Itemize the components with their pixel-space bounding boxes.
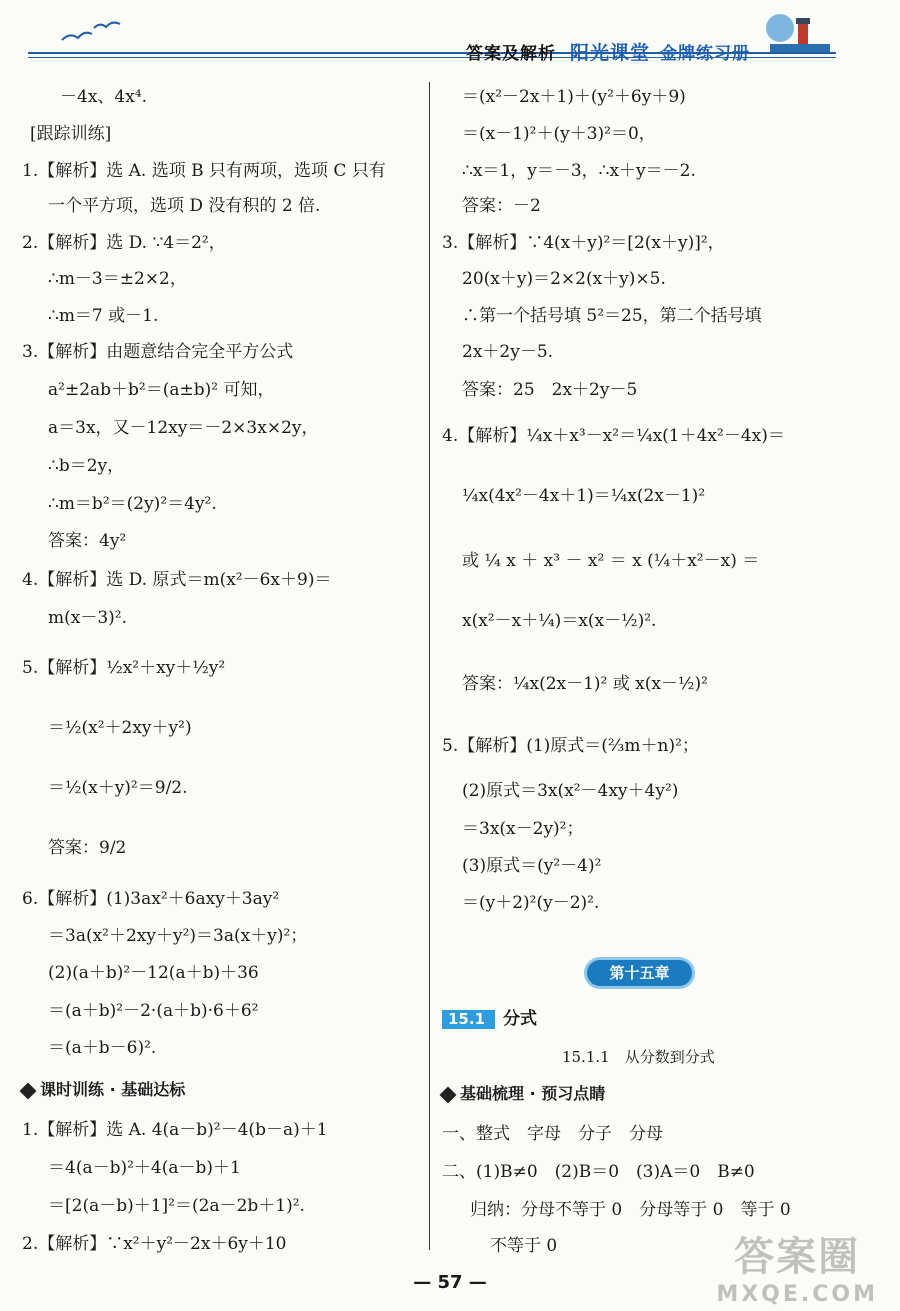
text-line: 5.【解析】(1)原式＝(⅔m＋n)²；: [442, 736, 699, 756]
text-line: 3.【解析】∵4(x＋y)²＝[2(x＋y)]²，: [442, 233, 725, 253]
brand-name: 阳光课堂: [569, 42, 650, 64]
column-divider: [429, 82, 430, 1250]
text-line: ∴m＝7 或－1.: [48, 306, 159, 326]
text-line: a＝3x，又－12xy＝－2×3x×2y，: [48, 418, 319, 438]
text-line: 3.【解析】由题意结合完全平方公式: [22, 342, 294, 362]
text-line: ＝(y＋2)²(y－2)².: [462, 893, 600, 913]
text-line: ＝3x(x－2y)²；: [462, 819, 584, 839]
text-line: (3)原式＝(y²－4)²: [462, 856, 602, 876]
watermark-url: MXQE.COM: [716, 1282, 878, 1307]
brand-subtitle: 金牌练习册: [660, 44, 750, 64]
text-line: ∴x＝1，y＝－3，∴x＋y＝－2.: [462, 161, 696, 181]
text-line: ＝(a＋b)²－2·(a＋b)·6＋6²: [48, 1001, 259, 1021]
page-number: — 57 —: [413, 1272, 487, 1293]
answer-line: 答案：9/2: [48, 838, 127, 858]
answer-line: 答案：－2: [462, 196, 541, 216]
section-title: [442, 1010, 537, 1029]
text-line: ＝3a(x²＋2xy＋y²)＝3a(x＋y)²；: [48, 926, 308, 946]
subsection-heading-text: 基础梳理 · 预习点睛: [460, 1084, 606, 1103]
text-line: 1.【解析】选 A. 4(a－b)²－4(b－a)＋1: [22, 1120, 328, 1140]
subsection-title: 15.1.1 从分数到分式: [562, 1048, 715, 1066]
text-line: 一、整式 字母 分子 分母: [442, 1124, 663, 1144]
text-line: a²±2ab＋b²＝(a±b)² 可知，: [48, 380, 275, 400]
text-line: 2x＋2y－5.: [462, 342, 554, 362]
lighthouse-icon: [750, 8, 830, 56]
text-line: 1.【解析】选 A. 选项 B 只有两项，选项 C 只有: [22, 161, 386, 181]
answer-line: 答案：25 2x＋2y－5: [462, 380, 638, 400]
section-number-tag: 15.1: [442, 1010, 495, 1029]
text-line: 2.【解析】∵x²＋y²－2x＋6y＋10: [22, 1234, 287, 1254]
text-line: ∴m＝b²＝(2y)²＝4y².: [48, 494, 217, 514]
text-line: 6.【解析】(1)3ax²＋6axy＋3ay²: [22, 889, 280, 909]
text-line: 一个平方项，选项 D 没有积的 2 倍.: [48, 196, 321, 216]
birds-icon: [60, 18, 130, 48]
text-line: 4.【解析】选 D. 原式＝m(x²－6x＋9)＝: [22, 570, 332, 590]
text-line: ＝(x²－2x＋1)＋(y²＋6y＋9): [462, 87, 686, 107]
page-header: [0, 0, 900, 78]
subsection-heading: [22, 1082, 185, 1098]
text-line: ＝(a＋b－6)².: [48, 1038, 157, 1058]
answer-line: 答案：¼x(2x－1)² 或 x(x－½)²: [462, 674, 708, 694]
text-line: ∴第一个括号填 5²＝25，第二个括号填: [462, 306, 762, 326]
text-line: －4x、4x⁴.: [60, 87, 148, 107]
book-section-title: 答案及解析: [465, 44, 556, 64]
text-line: 4.【解析】¼x＋x³－x²＝¼x(1＋4x²－4x)＝: [442, 426, 785, 446]
text-line: ＝[2(a－b)＋1]²＝(2a－2b＋1)².: [48, 1196, 305, 1216]
text-line: (2)(a＋b)²－12(a＋b)＋36: [48, 963, 259, 983]
text-line: x(x²－x＋¼)＝x(x－½)².: [462, 611, 657, 631]
text-line: 20(x＋y)＝2×2(x＋y)×5.: [462, 269, 666, 289]
text-line: ∴m－3＝±2×2，: [48, 269, 187, 289]
text-line: ¼x(4x²－4x＋1)＝¼x(2x－1)²: [462, 486, 706, 506]
text-line: 2.【解析】选 D. ∵4＝2²，: [22, 233, 226, 253]
chapter-badge: 第十五章: [587, 960, 692, 986]
text-line: (2)原式＝3x(x²－4xy＋4y²): [462, 781, 679, 801]
text-line: ＝½(x＋y)²＝9/2.: [48, 778, 188, 798]
subsection-heading: [442, 1086, 605, 1102]
text-line: 归纳：分母不等于 0 分母等于 0 等于 0: [470, 1200, 791, 1220]
section-name: 分式: [503, 1009, 538, 1029]
watermark-text: 答案圈: [734, 1234, 861, 1280]
section-heading: [跟踪训练]: [30, 124, 112, 144]
header-title: [466, 38, 750, 65]
text-line: 不等于 0: [490, 1236, 558, 1256]
text-line: 或 ¼ x ＋ x³ － x² ＝ x (¼＋x²－x) ＝: [462, 551, 760, 571]
text-line: ＝4(a－b)²＋4(a－b)＋1: [48, 1158, 241, 1178]
text-line: ＝½(x²＋2xy＋y²): [48, 718, 192, 738]
text-line: ∴b＝2y，: [48, 456, 125, 476]
subsection-heading-text: 课时训练 · 基础达标: [40, 1080, 186, 1099]
diamond-bullet-icon: [20, 1082, 37, 1099]
site-watermark: [716, 1225, 878, 1307]
text-line: 二、(1)B≠0 (2)B＝0 (3)A＝0 B≠0: [442, 1162, 755, 1182]
text-line: 5.【解析】½x²＋xy＋½y²: [22, 658, 226, 678]
answer-line: 答案：4y²: [48, 531, 127, 551]
diamond-bullet-icon: [440, 1086, 457, 1103]
text-line: m(x－3)².: [48, 608, 128, 628]
text-line: ＝(x－1)²＋(y＋3)²＝0，: [462, 124, 656, 144]
